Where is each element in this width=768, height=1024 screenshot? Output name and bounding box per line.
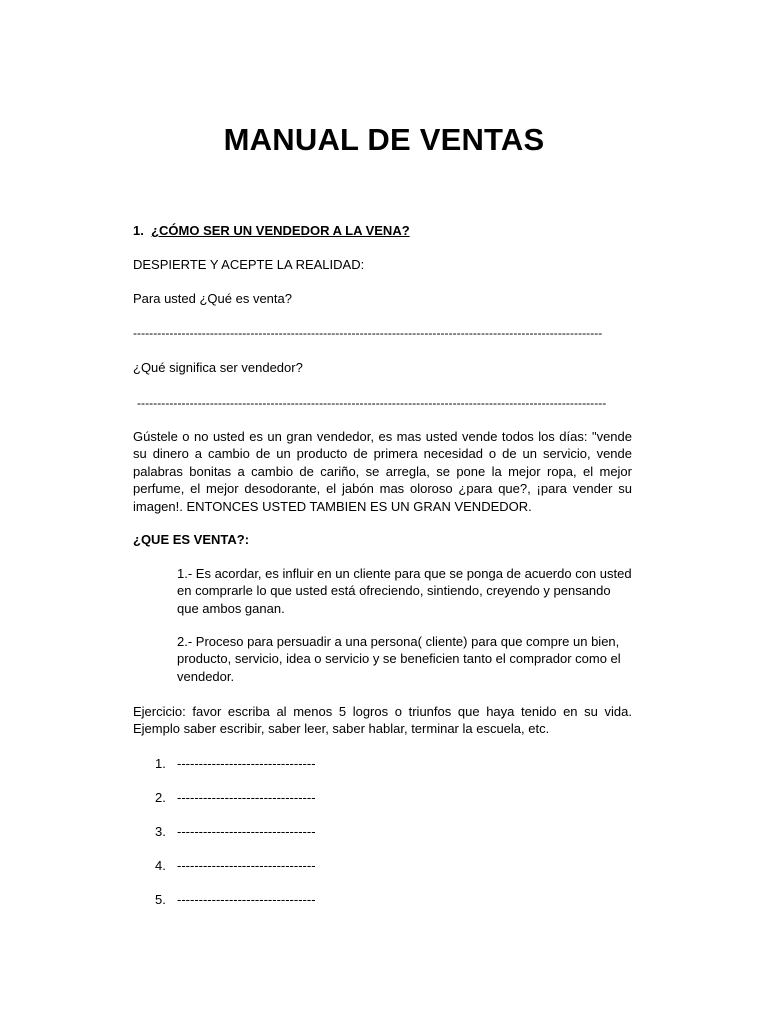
definition-2: 2.- Proceso para persuadir a una persona( cliente) para que compre un bien, producto, servicio, idea o servicio y se beneficien tanto el comprador como el vendedor. xyxy=(177,634,621,684)
list-item-blank: -------------------------------- xyxy=(177,756,316,771)
list-item-blank: -------------------------------- xyxy=(177,892,316,907)
definition-1: 1.- Es acordar, es influir en un cliente para que se ponga de acuerdo con usted en comprarle lo que usted está ofreciendo, sintiendo, creyendo y pensando que ambos ganan. xyxy=(177,566,632,616)
section-1-number: 1. xyxy=(133,223,144,238)
list-item-blank: -------------------------------- xyxy=(177,790,316,805)
list-item xyxy=(155,755,316,772)
list-item xyxy=(155,857,316,874)
section-1-title: ¿CÓMO SER UN VENDEDOR A LA VENA? xyxy=(151,223,410,238)
list-item xyxy=(155,789,316,806)
list-item-blank: -------------------------------- xyxy=(177,824,316,839)
list-item xyxy=(155,823,316,840)
list-item-number: 5. xyxy=(155,892,166,907)
question-vendedor: ¿Qué significa ser vendedor? xyxy=(133,360,303,375)
exercise-paragraph: Ejercicio: favor escriba al menos 5 logros o triunfos que haya tenido en su vida. Ejemplo saber escribir, saber leer, saber hablar, terminar la escuela, etc. xyxy=(133,704,632,737)
document-title: MANUAL DE VENTAS xyxy=(223,122,545,157)
list-item-number: 4. xyxy=(155,858,166,873)
paragraph-gustele: Gústele o no usted es un gran vendedor, es mas usted vende todos los días: "vende su dinero a cambio de un producto de primera necesidad o de un servicio, vende palabras bonitas a cambio de cariño, se arregla, se pone la mejor ropa, el mejor perfume, el mejor desodorante, el jabón mas oloroso ¿para que?, ¡para vender su imagen!. ENTONCES USTED TAMBIEN ES UN GRAN VENDEDOR. xyxy=(133,429,632,514)
section-1-heading xyxy=(133,222,410,239)
list-item-number: 3. xyxy=(155,824,166,839)
heading-que-es-venta: ¿QUE ES VENTA?: xyxy=(133,532,250,547)
question-venta: Para usted ¿Qué es venta? xyxy=(133,291,292,306)
list-item-blank: -------------------------------- xyxy=(177,858,316,873)
answer-line-vendedor: -------------------------------------------------------------------------------------------------------------------- xyxy=(137,396,607,410)
list-item-number: 2. xyxy=(155,790,166,805)
list-item-number: 1. xyxy=(155,756,166,771)
despierte-line: DESPIERTE Y ACEPTE LA REALIDAD: xyxy=(133,257,365,272)
list-item xyxy=(155,891,316,908)
answer-line-venta: -------------------------------------------------------------------------------------------------------------------- xyxy=(133,326,603,340)
